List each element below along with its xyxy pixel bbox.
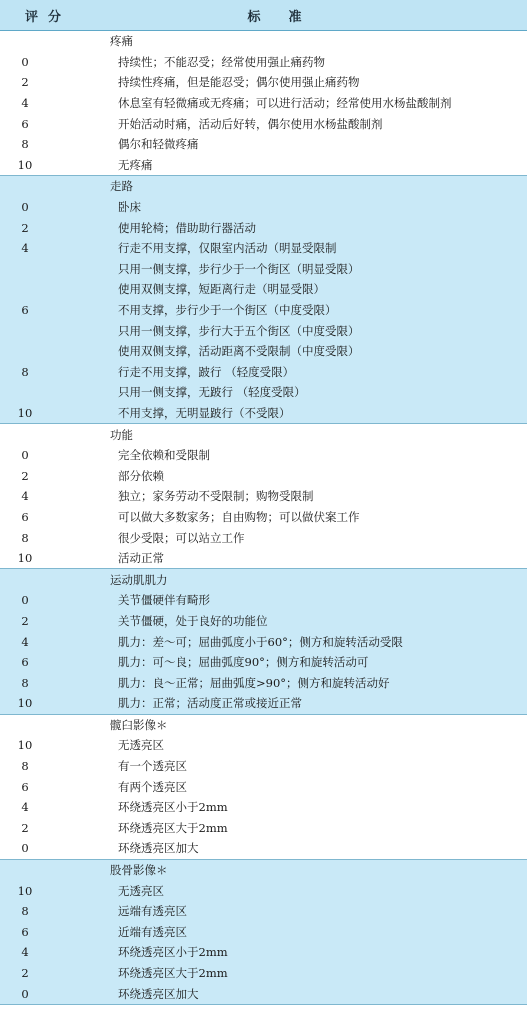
table-row bbox=[0, 880, 527, 901]
standard-cell: 休息室有轻微痛或无疼痛；可以进行活动；经常使用水杨盐酸制剂 bbox=[118, 96, 452, 111]
score-cell: 2 bbox=[21, 820, 29, 835]
table-row bbox=[0, 942, 527, 963]
score-cell: 0 bbox=[21, 986, 29, 1001]
table-section bbox=[0, 424, 527, 569]
standard-cell: 不用支撑，无明显跛行（不受限） bbox=[118, 405, 291, 420]
score-cell: 6 bbox=[21, 779, 29, 794]
score-cell: 6 bbox=[21, 509, 29, 524]
table-row bbox=[0, 797, 527, 818]
standard-cell: 开始活动时痛，活动后好转，偶尔使用水杨盐酸制剂 bbox=[118, 116, 383, 131]
table-row bbox=[0, 756, 527, 777]
table-row bbox=[0, 259, 527, 280]
table-row bbox=[0, 197, 527, 218]
score-cell: 2 bbox=[21, 966, 29, 981]
score-cell: 4 bbox=[21, 945, 29, 960]
standard-cell: 只用一侧支撑，步行大于五个街区（中度受限） bbox=[118, 323, 360, 338]
table-row bbox=[0, 693, 527, 714]
standard-cell: 行走不用支撑，跛行 （轻度受限） bbox=[118, 364, 295, 379]
score-cell: 6 bbox=[21, 924, 29, 939]
score-cell: 8 bbox=[21, 675, 29, 690]
table-row bbox=[0, 922, 527, 943]
table-row bbox=[0, 963, 527, 984]
table-row bbox=[0, 155, 527, 176]
table-row bbox=[0, 735, 527, 756]
section-title-row bbox=[0, 176, 527, 197]
score-cell: 8 bbox=[21, 904, 29, 919]
table-row bbox=[0, 341, 527, 362]
table-section bbox=[0, 860, 527, 1005]
standard-cell: 独立；家务劳动不受限制；购物受限制 bbox=[118, 489, 314, 504]
score-cell: 6 bbox=[21, 116, 29, 131]
score-cell: 8 bbox=[21, 137, 29, 152]
score-cell: 4 bbox=[21, 96, 29, 111]
score-cell: 0 bbox=[21, 593, 29, 608]
standard-cell: 使用双侧支撑，活动距离不受限制（中度受限） bbox=[118, 344, 360, 359]
section-title: 股骨影像＊ bbox=[110, 863, 168, 878]
standard-cell: 环绕透亮区小于2mm bbox=[118, 800, 228, 815]
section-title: 疼痛 bbox=[110, 34, 133, 49]
section-title-row bbox=[0, 569, 527, 590]
section-title-row bbox=[0, 31, 527, 52]
score-cell: 0 bbox=[21, 448, 29, 463]
standard-cell: 只用一侧支撑，步行少于一个街区（明显受限） bbox=[118, 261, 360, 276]
table-row bbox=[0, 486, 527, 507]
standard-cell: 行走不用支撑，仅限室内活动（明显受限制 bbox=[118, 241, 337, 256]
standard-cell: 持续性；不能忍受；经常使用强止痛药物 bbox=[118, 54, 325, 69]
table-row bbox=[0, 901, 527, 922]
table-row bbox=[0, 113, 527, 134]
standard-cell: 近端有透亮区 bbox=[118, 924, 187, 939]
table-row bbox=[0, 300, 527, 321]
score-cell: 2 bbox=[21, 468, 29, 483]
score-cell: 6 bbox=[21, 303, 29, 318]
score-cell: 2 bbox=[21, 613, 29, 628]
standard-cell: 完全依赖和受限制 bbox=[118, 448, 210, 463]
score-cell: 8 bbox=[21, 530, 29, 545]
score-cell: 2 bbox=[21, 220, 29, 235]
table-row bbox=[0, 776, 527, 797]
table-row bbox=[0, 672, 527, 693]
standard-cell: 环绕透亮区大于2mm bbox=[118, 966, 228, 981]
score-cell: 10 bbox=[17, 405, 33, 420]
standard-cell: 环绕透亮区加大 bbox=[118, 986, 199, 1001]
score-cell: 4 bbox=[21, 800, 29, 815]
table-section bbox=[0, 176, 527, 424]
table-header bbox=[0, 0, 527, 31]
table-row bbox=[0, 548, 527, 569]
table-row bbox=[0, 445, 527, 466]
score-cell: 4 bbox=[21, 634, 29, 649]
score-cell: 10 bbox=[17, 738, 33, 753]
standard-cell: 远端有透亮区 bbox=[118, 904, 187, 919]
table-row bbox=[0, 72, 527, 93]
standard-cell: 有一个透亮区 bbox=[118, 759, 187, 774]
standard-cell: 肌力：良～正常；屈曲弧度>90°；侧方和旋转活动好 bbox=[118, 675, 390, 690]
standard-cell: 活动正常 bbox=[118, 551, 164, 566]
standard-cell: 环绕透亮区小于2mm bbox=[118, 945, 228, 960]
standard-cell: 部分依赖 bbox=[118, 468, 164, 483]
table-row bbox=[0, 382, 527, 403]
table-row bbox=[0, 403, 527, 424]
section-title: 功能 bbox=[110, 427, 133, 442]
standard-cell: 很少受限；可以站立工作 bbox=[118, 530, 245, 545]
table-row bbox=[0, 818, 527, 839]
table-row bbox=[0, 134, 527, 155]
score-cell: 10 bbox=[17, 696, 33, 711]
score-cell: 0 bbox=[21, 54, 29, 69]
table-row bbox=[0, 527, 527, 548]
table-row bbox=[0, 507, 527, 528]
standard-cell: 不用支撑，步行少于一个街区（中度受限） bbox=[118, 303, 337, 318]
standard-cell: 可以做大多数家务；自由购物；可以做伏案工作 bbox=[118, 509, 360, 524]
standard-cell: 无透亮区 bbox=[118, 738, 164, 753]
table-row bbox=[0, 611, 527, 632]
score-cell: 4 bbox=[21, 241, 29, 256]
standard-cell: 肌力：可～良；屈曲弧度90°；侧方和旋转活动可 bbox=[118, 655, 369, 670]
standard-cell: 无疼痛 bbox=[118, 157, 153, 172]
table-section bbox=[0, 569, 527, 714]
table-row bbox=[0, 52, 527, 73]
table-section bbox=[0, 31, 527, 176]
score-cell: 0 bbox=[21, 200, 29, 215]
table-row bbox=[0, 983, 527, 1004]
table-row bbox=[0, 217, 527, 238]
standard-cell: 肌力：差～可；屈曲弧度小于60°；侧方和旋转活动受限 bbox=[118, 634, 403, 649]
standard-cell: 卧床 bbox=[118, 200, 141, 215]
section-title-row bbox=[0, 424, 527, 445]
table-row bbox=[0, 465, 527, 486]
table-row bbox=[0, 590, 527, 611]
section-title: 运动肌肌力 bbox=[110, 572, 168, 587]
standard-cell: 使用轮椅；借助助行器活动 bbox=[118, 220, 256, 235]
score-cell: 8 bbox=[21, 759, 29, 774]
score-cell: 4 bbox=[21, 489, 29, 504]
standard-cell: 环绕透亮区加大 bbox=[118, 841, 199, 856]
table-body bbox=[0, 31, 527, 1005]
table-row bbox=[0, 279, 527, 300]
score-cell: 0 bbox=[21, 841, 29, 856]
section-title: 髋臼影像＊ bbox=[110, 717, 168, 732]
standard-cell: 有两个透亮区 bbox=[118, 779, 187, 794]
score-cell: 10 bbox=[17, 551, 33, 566]
standard-cell: 无透亮区 bbox=[118, 883, 164, 898]
table-row bbox=[0, 238, 527, 259]
standard-cell: 只用一侧支撑，无跛行 （轻度受限） bbox=[118, 385, 306, 400]
standard-cell: 关节僵硬，处于良好的功能位 bbox=[118, 613, 268, 628]
table-row bbox=[0, 362, 527, 383]
standard-cell: 环绕透亮区大于2mm bbox=[118, 820, 228, 835]
score-cell: 2 bbox=[21, 75, 29, 90]
table-section bbox=[0, 715, 527, 860]
standard-cell: 偶尔和轻微疼痛 bbox=[118, 137, 199, 152]
standard-cell: 肌力：正常；活动度正常或接近正常 bbox=[118, 696, 302, 711]
score-cell: 6 bbox=[21, 655, 29, 670]
score-cell: 10 bbox=[17, 157, 33, 172]
table-row bbox=[0, 320, 527, 341]
score-cell: 8 bbox=[21, 364, 29, 379]
table-row bbox=[0, 652, 527, 673]
table-row bbox=[0, 631, 527, 652]
standard-cell: 使用双侧支撑，短距离行走（明显受限） bbox=[118, 282, 325, 297]
table-row bbox=[0, 838, 527, 859]
score-cell: 10 bbox=[17, 883, 33, 898]
header-standard: 标准 bbox=[247, 9, 330, 25]
standard-cell: 关节僵硬伴有畸形 bbox=[118, 593, 210, 608]
table-row bbox=[0, 93, 527, 114]
section-title-row bbox=[0, 715, 527, 736]
standard-cell: 持续性疼痛，但是能忍受；偶尔使用强止痛药物 bbox=[118, 75, 360, 90]
section-title: 走路 bbox=[110, 179, 133, 194]
section-title-row bbox=[0, 860, 527, 881]
header-score: 评分 bbox=[24, 9, 71, 25]
